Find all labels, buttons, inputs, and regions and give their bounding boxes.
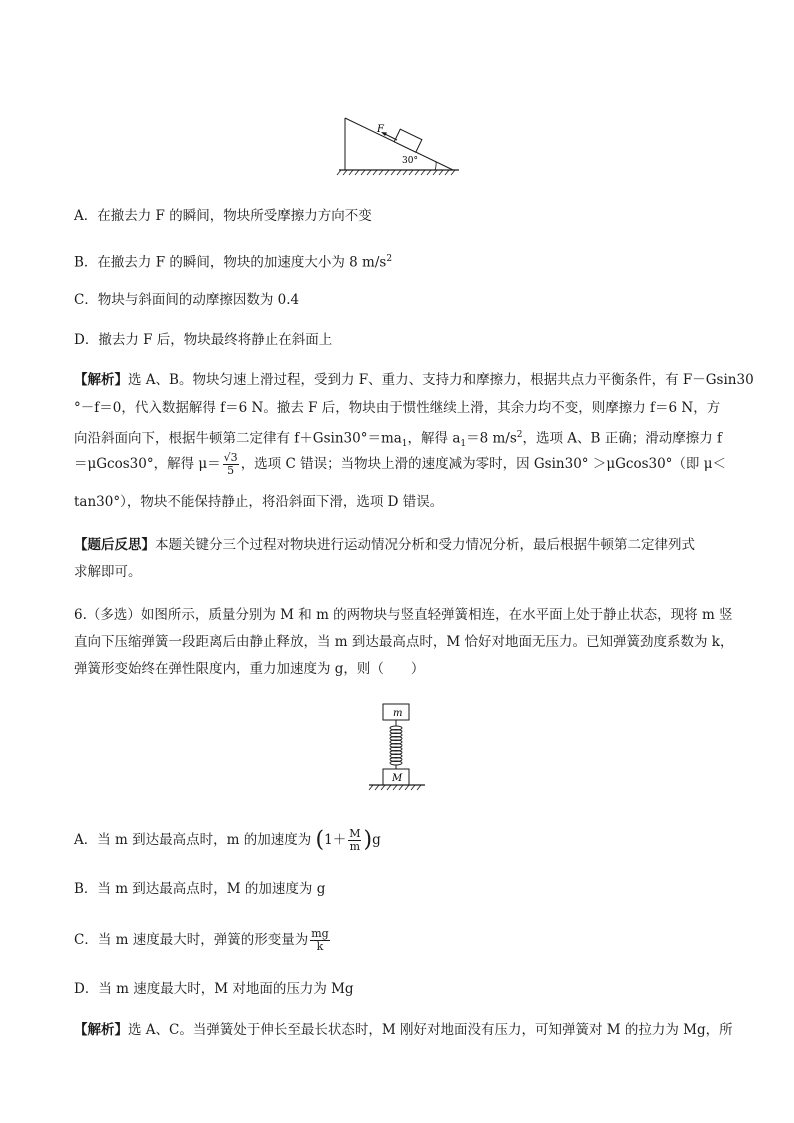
q5-option-c: C．物块与斜面间的动摩擦因数为 0.4 <box>74 292 300 308</box>
block-on-incline <box>394 129 422 152</box>
q6-option-b: B．当 m 到达最高点时，M 的加速度为 g <box>74 881 326 897</box>
q5-analysis-line-2: °－f＝0，代入数据解得 f＝6 N。撤去 F 后，物块由于惯性继续上滑，其余力均不变，则摩擦力 f＝6 N，方 <box>74 400 721 416</box>
q5-analysis-line-4: ＝μGcos30°，解得 μ＝ $\frac{√3}{5}$ ，选项 C 错误；当物块上滑的速度减为零时，因 Gsin30° ＞μGcos30°（即 μ＜ <box>74 451 727 477</box>
q5-analysis-line-1: 【解析】选 A、B。物块匀速上滑过程，受到力 F、重力、支持力和摩擦力，根据共点力平衡条件，有 F－Gsin30 <box>74 372 754 388</box>
force-label: F <box>377 124 384 135</box>
q5-option-b: B．在撤去力 F 的瞬间，物块的加速度大小为 8 $m/s^2$ <box>74 254 393 271</box>
q6-analysis-tag: 【解析】 <box>74 1022 128 1038</box>
q6-option-c: C．当 m 速度最大时，弹簧的形变量为 $\frac{mg}{k}$ <box>74 927 329 953</box>
q5-analysis-line-3: 向沿斜面向下，根据牛顿第二定律有 $f+Gsin30^\circ=ma_1$，解得 $a_1=8$ $m/s^2$，选项 A、B 正确；滑动摩擦力 f <box>74 430 723 450</box>
mg-over-k-fraction: $\frac{mg}{k}$ <box>311 927 329 953</box>
q6-analysis-line-1: 【解析】选 A、C。当弹簧处于伸长至最长状态时，M 刚好对地面没有压力，可知弹簧对 M 的拉力为 Mg，所 <box>74 1022 733 1038</box>
reflection-line-1: 【题后反思】本题关键分三个过程对物块进行运动情况分析和受力情况分析，最后根据牛顿第二定律列式 <box>74 537 695 553</box>
top-block-label: m <box>393 708 403 719</box>
angle-label: 30° <box>402 156 418 166</box>
reflection-tag: 【题后反思】 <box>74 537 155 553</box>
q6-stem-line-1: 6.（多选）如图所示，质量分别为 M 和 m 的两物块与竖直轻弹簧相连，在水平面上处于静止状态，现将 m 竖 <box>74 607 733 623</box>
q5-analysis-line-5: tan30°），物块不能保持静止，将沿斜面下滑，选项 D 错误。 <box>74 494 444 510</box>
spring-figure <box>365 702 429 794</box>
sqrt3-over-5-fraction: $\frac{√3}{5}$ <box>223 451 238 477</box>
q6-option-d: D．当 m 速度最大时，M 对地面的压力为 Mg <box>74 981 354 997</box>
q6-option-a: A．当 m 到达最高点时，m 的加速度为 (1＋ $\frac{M}{m}$ )g <box>74 827 381 853</box>
q6-stem-line-3: 弹簧形变始终在弹性限度内，重力加速度为 g，则（ ） <box>74 661 425 677</box>
reflection-line-2: 求解即可。 <box>74 564 142 580</box>
analysis-tag: 【解析】 <box>74 372 128 388</box>
q6-stem-line-2: 直向下压缩弹簧一段距离后由静止释放，当 m 到达最高点时，M 恰好对地面无压力。已知弹簧劲度系数为 k， <box>74 634 734 650</box>
q5-option-d: D．撤去力 F 后，物块最终将静止在斜面上 <box>74 332 333 348</box>
spring-coil <box>390 726 402 765</box>
q5-option-a: A．在撤去力 F 的瞬间，物块所受摩擦力方向不变 <box>74 208 372 224</box>
bottom-block-label: M <box>392 773 403 784</box>
incline-figure <box>335 112 465 176</box>
M-over-m-fraction: $\frac{M}{m}$ <box>349 827 361 853</box>
